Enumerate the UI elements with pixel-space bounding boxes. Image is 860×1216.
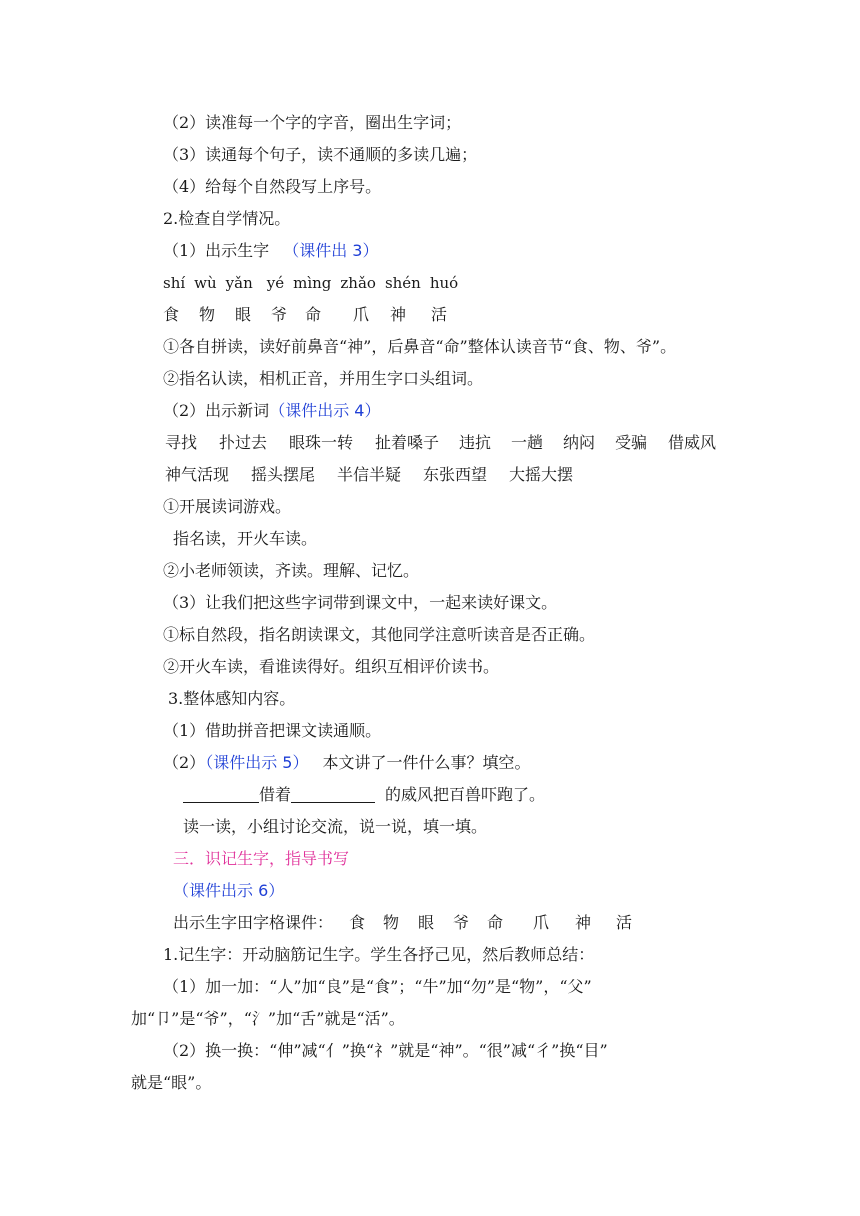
word-item: 一趟 — [511, 433, 544, 452]
char-item: 神 — [575, 913, 592, 932]
courseware-note-5: （课件出示 5） — [205, 753, 309, 772]
memorize-chars-heading: 1.记生字：开动脑筋记生字。学生各抒己见，然后教师总结： — [163, 945, 595, 964]
word-game-detail: 指名读，开火车读。 — [173, 529, 318, 548]
word-item: 纳闷 — [563, 433, 596, 452]
step-2-text: （2）读准每一个字的字音，圈出生字词； — [163, 113, 462, 132]
fill-blank-prompt — [163, 752, 530, 774]
read-note-1: ①各自拼读，读好前鼻音“神”，后鼻音“命”整体认读音节“食、物、爷”。 — [163, 337, 677, 356]
word-item: 摇头摆尾 — [251, 465, 316, 484]
read-smooth-note: （1）借助拼音把课文读通顺。 — [163, 721, 382, 740]
read-note-2: ②指名认读，相机正音，并用生字口头组词。 — [163, 369, 484, 388]
show-words-line — [163, 400, 380, 422]
swap-method-text-cont: 就是“眼”。 — [131, 1073, 212, 1092]
char-item: 眼 — [418, 913, 435, 932]
fill-blank-part-1: 借着 — [259, 785, 292, 804]
step-4-text: （4）给每个自然段写上序号。 — [163, 177, 382, 196]
swap-method-text: （2）换一换：“伸”减“亻”换“礻”就是“神”。“很”减“彳”换“目” — [163, 1041, 608, 1060]
char-item: 食 — [349, 913, 366, 932]
show-chars-line — [163, 240, 378, 262]
train-read-note: ②开火车读，看谁读得好。组织互相评价读书。 — [163, 657, 500, 676]
word-item: 寻找 — [165, 433, 198, 452]
word-item: 大摇大摆 — [509, 465, 574, 484]
char-item: 命 — [305, 305, 322, 324]
char-item: 物 — [199, 305, 216, 324]
char-item: 活 — [431, 305, 448, 324]
fill-blank-number: （2） — [163, 753, 206, 772]
blank-line-1[interactable] — [183, 786, 259, 803]
show-words-label: （2）出示新词 — [163, 401, 270, 420]
word-item: 东张西望 — [423, 465, 488, 484]
char-item: 眼 — [235, 305, 252, 324]
courseware-note-4: （课件出示 4） — [269, 401, 381, 420]
char-item: 爷 — [271, 305, 288, 324]
part-3-heading: 三．识记生字，指导书写 — [173, 849, 350, 868]
char-item: 爪 — [533, 913, 550, 932]
word-item: 扯着嗓子 — [375, 433, 440, 452]
char-item: 食 — [163, 305, 180, 324]
pinyin-item: yǎn — [225, 274, 253, 292]
char-item: 物 — [383, 913, 400, 932]
word-item: 借威风 — [668, 433, 717, 452]
word-item: 神气活现 — [165, 465, 230, 484]
word-game-note: ①开展读词游戏。 — [163, 497, 292, 516]
fill-blank-question: 本文讲了一件什么事？填空。 — [322, 753, 531, 772]
discussion-note: 读一读，小组讨论交流，说一说，填一填。 — [183, 817, 488, 836]
grid-chars-label: 出示生字田字格课件： — [173, 913, 334, 932]
char-item: 神 — [390, 305, 407, 324]
step-3-text: （3）读通每个句子，读不通顺的多读几遍； — [163, 145, 478, 164]
fill-blank-part-2: 的威风把百兽吓跑了。 — [385, 785, 546, 804]
courseware-note-6: （课件出示 6） — [173, 881, 285, 900]
word-item: 受骗 — [615, 433, 648, 452]
word-item: 扑过去 — [219, 433, 268, 452]
word-item: 违抗 — [459, 433, 492, 452]
section-2-heading: 2.检查自学情况。 — [163, 209, 291, 228]
pinyin-item: yé — [266, 274, 285, 292]
step-3-read-text: （3）让我们把这些字词带到课文中，一起来读好课文。 — [163, 593, 558, 612]
pinyin-row — [163, 272, 458, 294]
word-item: 眼珠一转 — [289, 433, 354, 452]
char-item: 命 — [487, 913, 504, 932]
show-chars-label: （1）出示生字 — [163, 241, 270, 260]
pinyin-item: mìng — [293, 274, 332, 292]
pinyin-item: zhǎo — [340, 274, 376, 292]
pinyin-item: huó — [429, 274, 459, 292]
courseware-note-3: （课件出 3） — [283, 241, 379, 260]
pinyin-item: wù — [194, 274, 217, 292]
teacher-lead-note: ②小老师领读，齐读。理解、记忆。 — [163, 561, 420, 580]
mark-paragraph-note: ①标自然段，指名朗读课文，其他同学注意听读音是否正确。 — [163, 625, 596, 644]
pinyin-item: shén — [384, 274, 421, 292]
add-method-text-cont: 加“卩”是“爷”，“氵”加“舌”就是“活”。 — [131, 1009, 405, 1028]
word-item: 半信半疑 — [337, 465, 402, 484]
fill-blank-sentence — [183, 784, 545, 806]
char-item: 活 — [616, 913, 633, 932]
blank-line-2[interactable] — [291, 786, 375, 803]
char-item: 爪 — [353, 305, 370, 324]
char-item: 爷 — [453, 913, 470, 932]
add-method-text: （1）加一加：“人”加“良”是“食”；“牛”加“勿”是“物”，“父” — [163, 977, 592, 996]
section-3-heading: 3.整体感知内容。 — [168, 689, 296, 708]
pinyin-item: shí — [163, 274, 186, 292]
